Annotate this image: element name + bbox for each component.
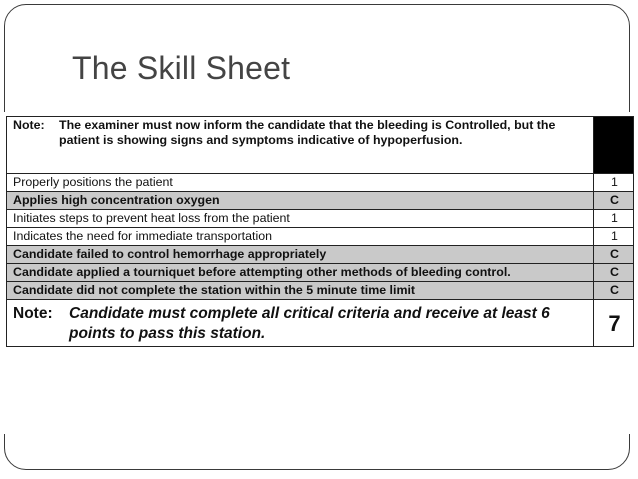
table-row [7,246,634,264]
note-text: The examiner must now inform the candidate that the bleeding is Controlled, but the patient is showing signs and symptoms indicative of hypoperfusion. [59,118,556,147]
row-points: C [594,192,634,210]
row-text: Candidate failed to control hemorrhage appropriately [7,246,594,264]
table-row [7,210,634,228]
row-text: Candidate applied a tourniquet before attempting other methods of bleeding control. [7,264,594,282]
skill-table [6,116,634,347]
row-points: 1 [594,210,634,228]
total-points: 7 [594,300,634,347]
table-row [7,228,634,246]
footer-note-text: Candidate must complete all critical criteria and receive at least 6 points to pass this station. [69,305,550,342]
row-text: Candidate did not complete the station within the 5 minute time limit [7,282,594,300]
row-points: 1 [594,228,634,246]
table-row [7,192,634,210]
row-text: Initiates steps to prevent heat loss from the patient [7,210,594,228]
row-text: Properly positions the patient [7,174,594,192]
footer-row [7,300,634,347]
row-points: 1 [594,174,634,192]
row-text: Indicates the need for immediate transportation [7,228,594,246]
blacked-out-cell [594,117,634,174]
row-points: C [594,264,634,282]
table-row [7,174,634,192]
table-row [7,264,634,282]
row-points: C [594,282,634,300]
slide-title: The Skill Sheet [72,50,291,86]
footer-note-label: Note: [13,305,53,322]
table-row [7,282,634,300]
note-label: Note: [13,118,45,132]
skill-sheet-image [0,112,638,434]
note-row [7,117,634,174]
row-text: Applies high concentration oxygen [7,192,594,210]
row-points: C [594,246,634,264]
